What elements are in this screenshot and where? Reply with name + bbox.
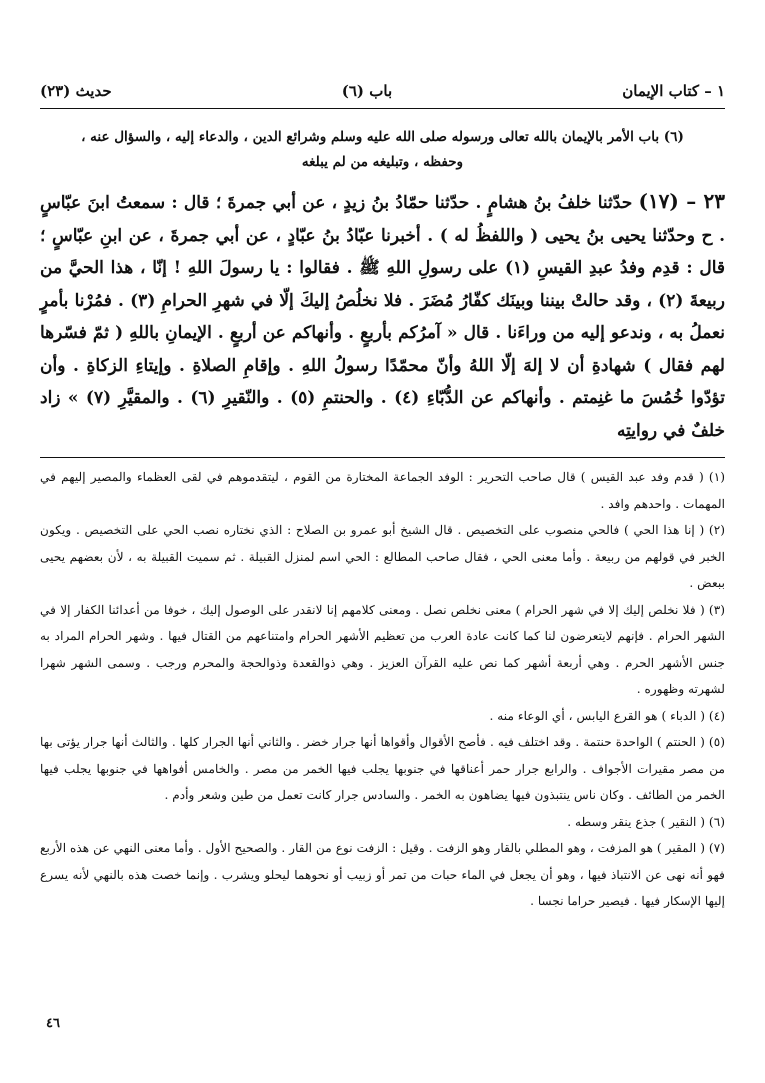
footnote: (١) ( قدم وفد عبد القيس ) قال صاحب التحرير : الوفد الجماعة المختارة من القوم ، ليتقدموهم في لقى العظماء والمصير إليهم في المهمات . واحدهم وافد .: [40, 470, 725, 511]
header-hadith-number: (٢٣) حديث: [40, 82, 112, 100]
notes-divider: [40, 457, 725, 458]
header-book-title: ١ – كتاب الإيمان: [622, 82, 725, 100]
footnote: (٣) ( فلا نخلص إليك إلا في شهر الحرام ) معنى نخلص نصل . ومعنى كلامهم إنا لانقدر على الوصول إليك ، خوفا من أعدائنا الكفار إلا في الشهر الحرام . فإنهم لايتعرضون لنا كما كانت عادة العرب من تعظيم الأشهر الحرام وامتناعهم من القتال فيها . وشهر الحرام المراد به جنس الأشهر الحرم . وهي أربعة أشهر كما نص عليه القرآن العزيز . وهي ذوالقعدة وذوالحجة والمحرم ورجب . وسمى الشهر شهرا لشهرته وظهوره .: [40, 602, 725, 696]
chapter-title: (٦) باب الأمر بالإيمان بالله تعالى ورسوله صلى الله عليه وسلم وشرائع الدين ، والدعاء إليه ، والسؤال عنه ، وحفظه ، وتبليغه من لم يبلغه: [81, 129, 684, 170]
page-number: ٤٦: [46, 1016, 60, 1031]
footnote: (٤) ( الدباء ) هو القرع اليابس ، أي الوعاء منه .: [489, 708, 725, 723]
running-header: [40, 78, 725, 104]
hadith-body: [40, 185, 725, 447]
footnotes: [40, 464, 725, 915]
footnote: (٥) ( الحنتم ) الواحدة حنتمة . وقد اختلف فيه . فأصح الأقوال وأقواها أنها جرار خضر . والثاني أنها الجرار كلها . والثالث أنها جرار يؤتى بها من مصر مقيرات الأجواف . والرابع جرار حمر أعناقها في جنوبها يجلب فيها الخمر من مصر . والخامس أفواهها في جنوبها يجلب فيها الخمر من الطائف . وكان ناس ينتبذون فيها يضاهون به الخمر . والسادس جرار كانت تعمل من طين وشعر وأدم .: [40, 735, 725, 802]
footnote: (٦) ( النقير ) جذع ينقر وسطه .: [567, 814, 725, 829]
header-divider: [40, 108, 725, 109]
hadith-text: حدّثنا خلفُ بنُ هشامٍ . حدّثنا حمّادُ بنُ زيدٍ ، عن أبي جمرةَ ؛ قال : سمعتُ ابنَ عبّاسٍ . ح وحدّثنا يحيى بنُ يحيى ( واللفظُ له ) . أخبرنا عبّادُ بنُ عبّادٍ ، عن أبي جمرةَ ، عن ابنِ عبّاسٍ ؛ قال : قدِم وفدُ عبدِ القيسِ (١) على رسولِ اللهِ ﷺ . فقالوا : يا رسولَ اللهِ ! إنّا ، هذا الحيَّ من ربيعةَ (٢) ، وقد حالتْ بيننا وبينَك كفّارُ مُضَرَ . فلا نخلُصُ إليكَ إلّا في شهرِ الحرامِ (٣) . فمُرْنا بأمرٍ نعملُ به ، وندعو إليه من وراءَنا . قال « آمرُكم بأربعٍ . وأنهاكم عن أربعٍ . الإيمانِ باللهِ ( ثمّ فسّرها لهم فقال ) شهادةِ أن لا إلهَ إلّا اللهُ وأنّ محمّدًا رسولُ اللهِ . وإقامِ الصلاةِ . وإيتاءِ الزكاةِ . وأن تؤدّوا خُمُسَ ما غنِمتم . وأنهاكم عن الدُّبّاءِ (٤) . والحنتمِ (٥) . والنّقيرِ (٦) . والمقيَّرِ (٧) » زاد خلفٌ في روايتِه: [40, 193, 726, 441]
footnote: (٢) ( إنا هذا الحي ) فالحي منصوب على التخصيص . قال الشيخ أبو عمرو بن الصلاح : الذي نختاره نصب الحي على التخصيص . ويكون الخبر في قولهم من ربيعة . وأما معنى الحي ، فقال صاحب المطالع : الحي اسم لمنزل القبيلة . ثم سميت القبيلة به ، لأن بعضهم يحيى ببعض .: [40, 523, 725, 590]
footnote: (٧) ( المقير ) هو المزفت ، وهو المطلي بالقار وهو الزفت . وقيل : الزفت نوع من القار . والصحيح الأول . وأما معنى النهي عن هذه الأربع فهو أنه نهى عن الانتباذ فيها ، وهو أن يجعل في الماء حبات من تمر أو زبيب أو نحوهما ليحلو ويشرب . وإنما خصت هذه بالنهي لأنه يسرع إليها الإسكار فيها . فيصير حراما نجسا .: [40, 841, 725, 908]
header-chapter-number: (٦) باب: [341, 82, 393, 100]
hadith-number: ٢٣ – (١٧): [638, 189, 725, 213]
